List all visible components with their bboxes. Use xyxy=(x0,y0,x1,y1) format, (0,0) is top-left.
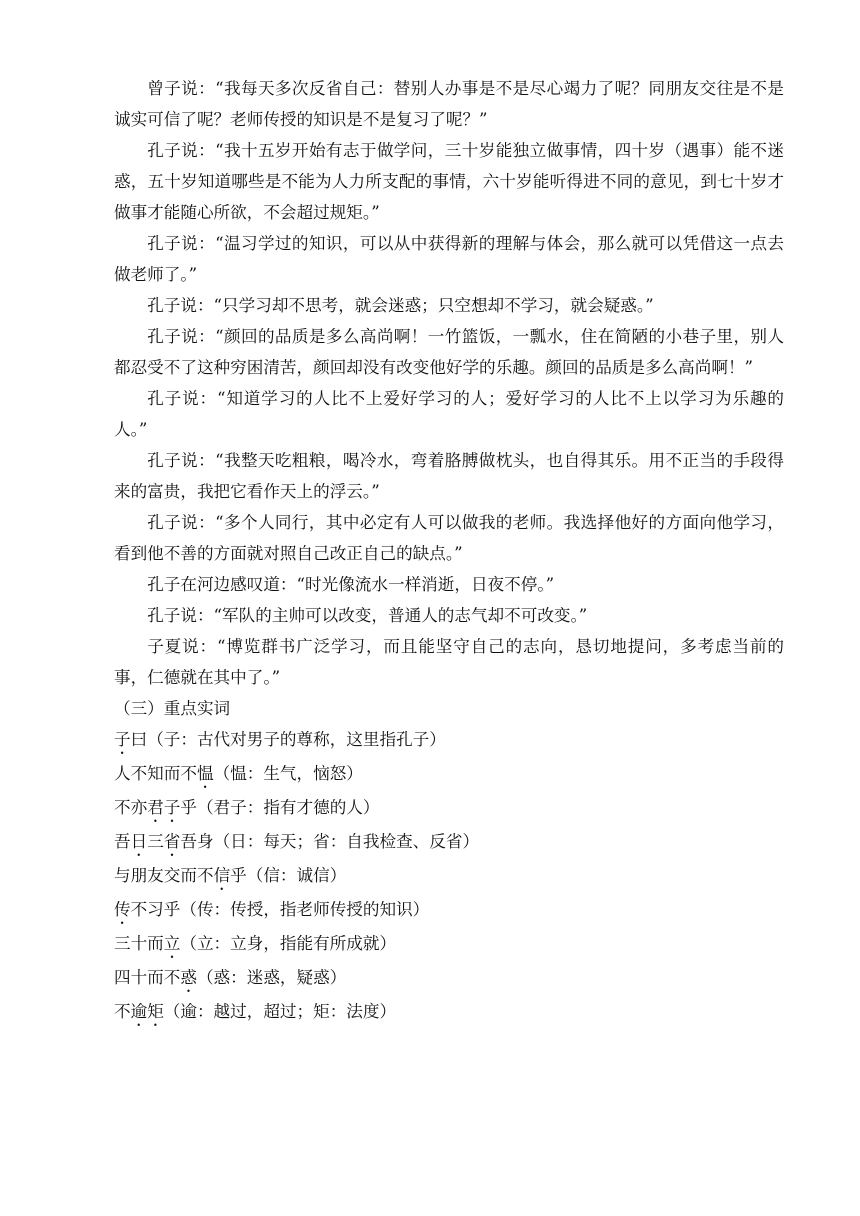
emphasized-word: 省 xyxy=(163,832,181,851)
vocab-item xyxy=(114,894,784,928)
translation-paragraph: 孔子说：“我十五岁开始有志于做学问，三十岁能独立做事情，四十岁（遇事）能不迷惑，五十岁知道哪些是不能为人力所支配的事情，六十岁能听得进不同的意见，到七十岁才做事才能随心所欲，不会超过规矩。” xyxy=(114,141,784,222)
vocab-item xyxy=(114,928,784,962)
translation-paragraph: 孔子说：“温习学过的知识，可以从中获得新的理解与体会，那么就可以凭借这一点去做老师了。” xyxy=(114,234,784,284)
vocab-text: 三 xyxy=(147,832,164,851)
vocab-note: （逾：越过，超过；矩：法度） xyxy=(163,1002,397,1021)
translation-paragraph: 孔子说：“军队的主帅可以改变，普通人的志气却不可改变。” xyxy=(147,606,588,625)
vocab-note: （日：每天；省：自我检查、反省） xyxy=(213,832,480,851)
vocab-text: 吾 xyxy=(114,832,131,851)
vocab-text: 四十而不 xyxy=(114,968,181,987)
vocab-item xyxy=(114,758,784,792)
vocab-text: 吾身 xyxy=(180,832,214,851)
emphasized-word: 惑 xyxy=(180,968,197,987)
vocab-text: 乎 xyxy=(180,798,197,817)
emphasized-word: 信 xyxy=(213,866,231,885)
translation-paragraph: 孔子说：“多个人同行，其中必定有人可以做我的老师。我选择他好的方面向他学习，看到他不善的方面就对照自己改正自己的缺点。” xyxy=(114,513,784,563)
vocab-note: （君子：指有才德的人） xyxy=(196,798,380,817)
vocab-note: （传：传授，指老师传授的知识） xyxy=(180,900,430,919)
vocab-text: 乎 xyxy=(230,866,247,885)
section-heading: （三）重点实词 xyxy=(114,699,231,718)
vocab-item xyxy=(114,860,784,894)
vocab-note: （信：诚信） xyxy=(246,866,347,885)
emphasized-word: 传 xyxy=(114,900,131,919)
translation-paragraph: 孔子说：“只学习却不思考，就会迷惑；只空想却不学习，就会疑惑。” xyxy=(147,296,654,315)
translation-paragraph: 孔子说：“颜回的品质是多么高尚啊！一竹篮饭，一瓢水，住在简陋的小巷子里，别人都忍受不了这种穷困清苦，颜回却没有改变他好学的乐趣。颜回的品质是多么高尚啊！” xyxy=(114,327,784,377)
vocab-item xyxy=(114,826,784,860)
translation-paragraph: 子夏说：“博览群书广泛学习，而且能坚守自己的志向，恳切地提问，多考虑当前的事，仁德就在其中了。” xyxy=(114,637,784,687)
translation-section xyxy=(114,73,784,693)
emphasized-word: 愠 xyxy=(196,764,214,783)
vocab-text: 不习乎 xyxy=(130,900,181,919)
vocab-note: （立：立身，指能有所成就） xyxy=(180,934,397,953)
vocab-item xyxy=(114,962,784,996)
vocab-text: 人不知而不 xyxy=(114,764,197,783)
vocab-list xyxy=(114,724,784,1030)
vocab-text: 不 xyxy=(114,1002,131,1021)
emphasized-word: 立 xyxy=(163,934,181,953)
vocab-text: 不亦 xyxy=(114,798,148,817)
emphasized-word: 逾 xyxy=(130,1002,148,1021)
vocab-text: 曰 xyxy=(130,730,148,749)
translation-paragraph: 曾子说：“我每天多次反省自己：替别人办事是不是尽心竭力了呢？同朋友交往是不是诚实可信了呢？老师传授的知识是不是复习了呢？” xyxy=(114,79,784,129)
vocab-text: 与朋友交而不 xyxy=(114,866,214,885)
emphasized-word: 矩 xyxy=(147,1002,164,1021)
emphasized-word: 日 xyxy=(130,832,148,851)
vocab-item xyxy=(114,724,784,758)
vocab-item xyxy=(114,996,784,1030)
translation-paragraph: 孔子在河边感叹道：“时光像流水一样消逝，日夜不停。” xyxy=(147,575,555,594)
vocab-note: （惑：迷惑，疑惑） xyxy=(196,968,347,987)
document-page xyxy=(114,73,784,1030)
emphasized-word: 子 xyxy=(114,730,131,749)
translation-paragraph: 孔子说：“我整天吃粗粮，喝冷水，弯着胳膊做枕头，也自得其乐。用不正当的手段得来的富贵，我把它看作天上的浮云。” xyxy=(114,451,784,501)
vocab-item xyxy=(114,792,784,826)
emphasized-word: 君子 xyxy=(147,798,181,817)
vocab-text: 三十而 xyxy=(114,934,164,953)
translation-paragraph: 孔子说：“知道学习的人比不上爱好学习的人；爱好学习的人比不上以学习为乐趣的人。” xyxy=(114,389,784,439)
vocab-note: （愠：生气，恼怒） xyxy=(213,764,363,783)
vocab-note: （子：古代对男子的尊称，这里指孔子） xyxy=(147,730,446,749)
